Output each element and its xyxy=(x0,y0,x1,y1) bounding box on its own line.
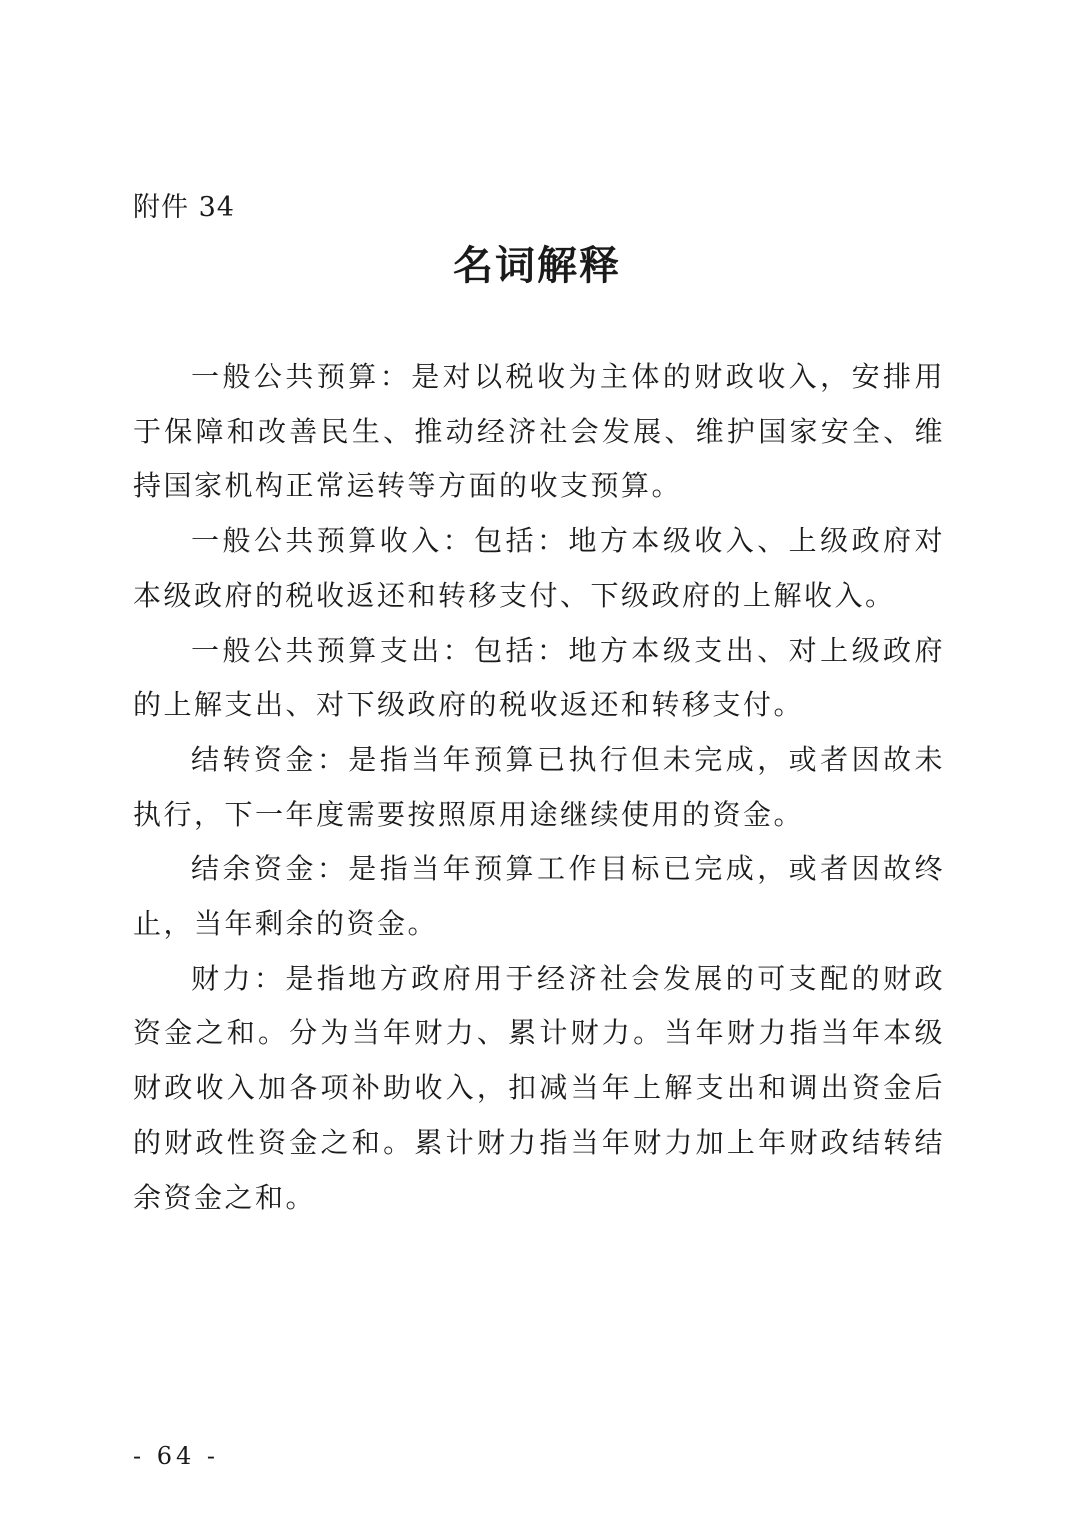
paragraph-general-public-budget-revenue: 一般公共预算收入：包括：地方本级收入、上级政府对本级政府的税收返还和转移支付、下级政府的上解收入。 xyxy=(133,524,945,612)
paragraph-general-public-budget: 一般公共预算：是对以税收为主体的财政收入，安排用于保障和改善民生、推动经济社会发展、维护国家安全、维持国家机构正常运转等方面的收支预算。 xyxy=(133,360,945,503)
body-text xyxy=(133,350,945,1225)
page-number: - 64 - xyxy=(133,1442,220,1470)
paragraph-general-public-budget-expenditure: 一般公共预算支出：包括：地方本级支出、对上级政府的上解支出、对下级政府的税收返还和转移支付。 xyxy=(133,633,945,722)
page-title: 名词解释 xyxy=(453,242,621,289)
paragraph-carryover-funds: 结转资金：是指当年预算已执行但未完成，或者因故未执行，下一年度需要按照原用途继续使用的资金。 xyxy=(133,742,945,831)
paragraph-surplus-funds: 结余资金：是指当年预算工作目标已完成，或者因故终止，当年剩余的资金。 xyxy=(133,852,945,941)
attachment-label: 附件 34 xyxy=(133,192,235,223)
paragraph-financial-capacity: 财力：是指地方政府用于经济社会发展的可支配的财政资金之和。分为当年财力、累计财力。当年财力指当年本级财政收入加各项补助收入，扣减当年上解支出和调出资金后的财政性资金之和。累计财力指当年财力加上年财政结转结余资金之和。 xyxy=(133,961,945,1214)
